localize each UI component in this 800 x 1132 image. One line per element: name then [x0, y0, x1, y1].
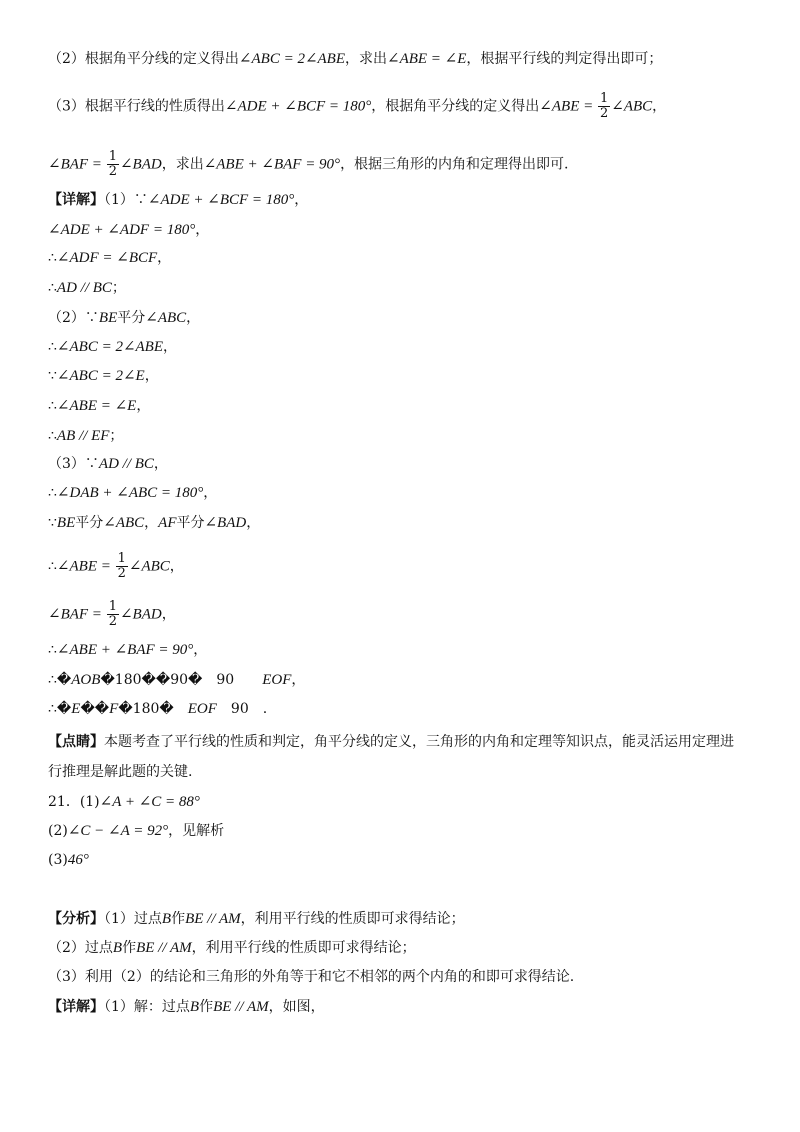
- text-span: ，: [291, 672, 306, 688]
- math-expression: EOF: [262, 672, 292, 688]
- text-span: ，: [136, 398, 151, 414]
- text-span: （1）∵: [104, 192, 148, 208]
- math-expression: BE: [98, 310, 118, 326]
- text-span: �180�: [118, 701, 188, 717]
- math-expression: AD // BC: [56, 280, 112, 296]
- section-label: 【详解】: [48, 192, 104, 208]
- text-span: （2）过点: [48, 940, 113, 956]
- text-span: （1）过点: [104, 911, 162, 927]
- math-expression: ∠ABC: [128, 558, 170, 575]
- text-line: [48, 552, 184, 581]
- math-expression: ∠ABE =: [56, 558, 115, 575]
- text-span: �180��90� 90: [100, 672, 263, 688]
- text-span: 90 .: [216, 701, 268, 717]
- math-expression: ∠BAD: [119, 156, 162, 173]
- text-span: （3）∵: [48, 456, 99, 472]
- math-expression: ∠ABC = 2∠E: [56, 368, 145, 384]
- text-span: ，根据角平分线的定义得出: [371, 98, 540, 115]
- text-span: （1）解：过点: [104, 999, 190, 1015]
- text-line: [48, 851, 89, 869]
- fraction-numerator: 1: [108, 149, 117, 164]
- math-expression: ∠ABE = ∠E: [56, 398, 137, 414]
- math-expression: ∠A + ∠C = 88°: [99, 794, 200, 810]
- text-span: ，: [186, 310, 201, 326]
- math-expression: B: [112, 940, 123, 956]
- text-span: ∴: [48, 339, 57, 355]
- text-line: [48, 968, 574, 986]
- text-span: ∴: [48, 280, 57, 296]
- text-span: ∴: [48, 485, 57, 501]
- text-span: 平分: [75, 515, 104, 531]
- text-span: ∴�: [48, 672, 72, 688]
- text-span: 作: [171, 911, 186, 927]
- text-line: [48, 671, 305, 689]
- text-span: 作: [199, 999, 214, 1015]
- text-span: ∵: [48, 515, 57, 531]
- fraction-denominator: 2: [108, 164, 117, 179]
- text-line: [48, 367, 159, 385]
- math-expression: ∠ABE + ∠BAF = 90°: [203, 156, 341, 173]
- text-line: [48, 700, 267, 718]
- math-expression: ∠BAF =: [48, 156, 106, 173]
- math-expression: 46°: [67, 852, 89, 868]
- text-span: ∴: [48, 428, 57, 444]
- text-span: ，根据平行线的判定得出即可；: [466, 51, 663, 67]
- fraction-denominator: 2: [108, 614, 117, 629]
- text-span: ，如图，: [268, 999, 325, 1015]
- text-span: ，求出: [161, 156, 204, 173]
- fraction: [107, 600, 119, 629]
- text-span: ，根据三角形的内角和定理得出即可.: [340, 156, 569, 173]
- text-span: ，利用平行线的性质即可求得结论；: [240, 911, 465, 927]
- text-line: [48, 733, 734, 751]
- math-expression: B: [189, 999, 200, 1015]
- fraction-numerator: 1: [599, 91, 609, 106]
- text-span: 作: [122, 940, 137, 956]
- fraction-numerator: 1: [117, 551, 126, 566]
- text-span: ，求出: [345, 51, 387, 67]
- text-line: [48, 484, 217, 502]
- text-span: ∴: [48, 398, 57, 414]
- math-expression: ∠ABC = 2∠ABE: [238, 51, 345, 67]
- text-line: [48, 641, 207, 659]
- fraction: [598, 92, 610, 121]
- fraction: [116, 552, 128, 581]
- text-span: ，: [163, 339, 177, 355]
- math-expression: ∠ABE + ∠BAF = 90°: [56, 642, 194, 658]
- text-span: ；: [111, 280, 126, 296]
- text-line: [48, 793, 200, 811]
- text-line: [48, 279, 126, 297]
- text-span: ，: [246, 515, 261, 531]
- text-span: ，: [652, 98, 667, 115]
- fraction-numerator: 1: [108, 599, 117, 614]
- math-expression: ∠ADE + ∠BCF = 180°: [224, 98, 372, 115]
- text-line: [48, 191, 308, 209]
- math-expression: BE // AM: [185, 911, 241, 927]
- math-expression: ∠DAB + ∠ABC = 180°: [56, 485, 204, 501]
- text-span: ∴�: [48, 701, 72, 717]
- text-line: [48, 939, 416, 957]
- text-span: ，: [203, 485, 218, 501]
- text-span: （3）根据平行线的性质得出: [48, 98, 225, 115]
- text-line: [48, 92, 666, 121]
- text-span: ；: [109, 428, 124, 444]
- text-line: [48, 309, 200, 327]
- text-line: [48, 763, 192, 781]
- text-span: ，: [161, 606, 176, 623]
- text-line: [48, 514, 260, 532]
- text-line: [48, 910, 465, 928]
- math-expression: BE: [56, 515, 76, 531]
- text-span: 本题考查了平行线的性质和判定，角平分线的定义，三角形的内角和定理等知识点，能灵活运用定理进: [104, 734, 734, 750]
- math-expression: ∠ADF = ∠BCF: [56, 250, 158, 266]
- text-line: [48, 150, 569, 179]
- fraction-denominator: 2: [117, 566, 126, 581]
- text-span: ，见解析: [168, 823, 225, 839]
- math-expression: ∠ADE + ∠ADF = 180°: [48, 222, 196, 238]
- math-expression: AF: [158, 515, 177, 531]
- fraction: [107, 150, 119, 179]
- math-expression: ∠BAD: [119, 606, 162, 623]
- math-expression: BE // AM: [136, 940, 192, 956]
- math-expression: ∠BAF =: [48, 606, 106, 623]
- math-expression: E: [71, 701, 81, 717]
- text-span: （3）利用（2）的结论和三角形的外角等于和它不相邻的两个内角的和即可求得结论.: [48, 969, 575, 985]
- text-line: [48, 998, 325, 1016]
- section-label: 【详解】: [48, 999, 104, 1015]
- text-span: ∴: [48, 250, 57, 266]
- text-span: ��: [80, 701, 110, 717]
- text-span: ∵: [48, 368, 57, 384]
- text-span: ，: [294, 192, 309, 208]
- math-expression: B: [161, 911, 172, 927]
- text-span: ∴: [48, 642, 57, 658]
- text-span: (3): [48, 852, 68, 868]
- math-expression: ∠BAD: [204, 515, 247, 531]
- text-span: 平分: [117, 310, 146, 326]
- fraction-denominator: 2: [599, 106, 609, 121]
- text-line: [48, 427, 123, 445]
- text-line: [48, 822, 224, 840]
- text-line: [48, 338, 177, 356]
- text-line: [48, 455, 168, 473]
- text-line: [48, 600, 176, 629]
- math-expression: AB // EF: [56, 428, 110, 444]
- section-label: 【分析】: [48, 911, 104, 927]
- text-span: 行推理是解此题的关键.: [48, 764, 193, 780]
- math-expression: F: [109, 701, 119, 717]
- math-expression: ∠C − ∠A = 92°: [67, 823, 169, 839]
- text-line: [48, 50, 662, 68]
- section-label: 【点睛】: [48, 734, 104, 750]
- text-line: [48, 397, 150, 415]
- text-span: （2）∵: [48, 310, 99, 326]
- math-expression: ∠ABC = 2∠ABE: [56, 339, 163, 355]
- math-expression: ∠ABC: [145, 310, 187, 326]
- text-span: ，: [157, 250, 172, 266]
- text-span: ，利用平行线的性质即可求得结论；: [191, 940, 416, 956]
- math-expression: EOF: [187, 701, 217, 717]
- math-expression: AD // BC: [98, 456, 154, 472]
- math-expression: ∠ADE + ∠BCF = 180°: [147, 192, 295, 208]
- text-span: ，: [169, 558, 184, 575]
- text-span: (2): [48, 823, 68, 839]
- text-span: ∴: [48, 558, 57, 575]
- text-span: ，: [144, 368, 159, 384]
- math-expression: ∠ABE = ∠E: [387, 51, 467, 67]
- text-span: ，: [144, 515, 159, 531]
- text-span: ，: [153, 456, 168, 472]
- text-span: ，: [193, 642, 208, 658]
- text-line: [48, 221, 209, 239]
- text-span: ，: [195, 222, 210, 238]
- text-line: [48, 249, 171, 267]
- math-expression: ∠ABE =: [539, 98, 597, 115]
- text-span: （2）根据角平分线的定义得出: [48, 51, 239, 67]
- math-expression: ∠ABC: [103, 515, 145, 531]
- math-expression: ∠ABC: [611, 98, 653, 115]
- text-span: 平分: [176, 515, 205, 531]
- text-span: 21．(1): [48, 794, 100, 810]
- math-expression: BE // AM: [213, 999, 269, 1015]
- math-expression: AOB: [71, 672, 101, 688]
